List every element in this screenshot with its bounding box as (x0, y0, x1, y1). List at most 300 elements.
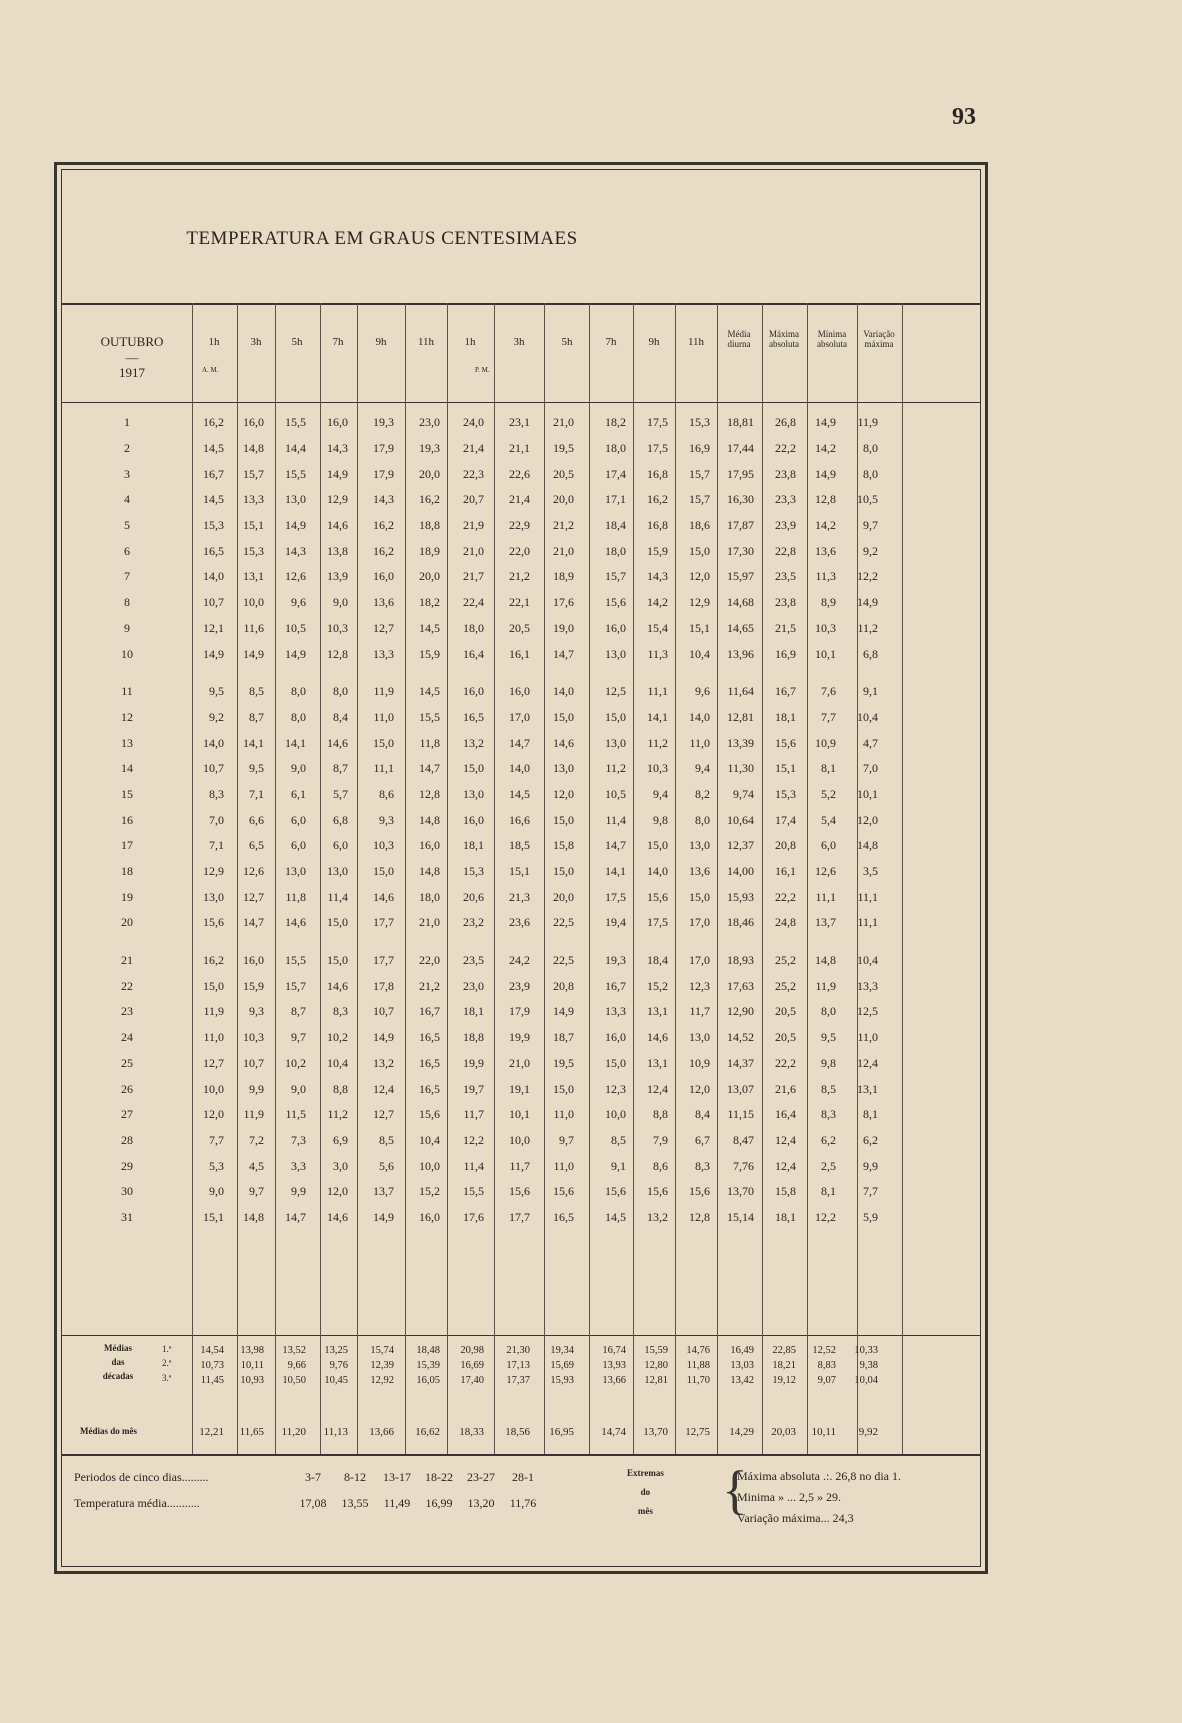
value-cell: 15,0 (373, 735, 394, 750)
table-row (62, 948, 878, 974)
value-cell: 7,0 (209, 812, 224, 827)
value-cell: 10,1 (815, 646, 836, 661)
value-cell: 6,8 (333, 812, 348, 827)
value-cell: 13,07 (727, 1081, 754, 1096)
value-cell: 6,6 (249, 812, 264, 827)
value-cell: 19,0 (553, 620, 574, 635)
value-cell: 18,81 (727, 415, 754, 430)
value-cell: 9,5 (249, 761, 264, 776)
value-cell: 12,81 (727, 709, 754, 724)
value-cell: 9,6 (695, 684, 710, 699)
value-cell: 14,3 (285, 543, 306, 558)
value-cell: 5,7 (333, 786, 348, 801)
value-cell: 18,4 (647, 953, 668, 968)
value-cell: 11,4 (605, 812, 626, 827)
table-row (62, 564, 878, 590)
value-cell: 16,1 (509, 646, 530, 661)
value-cell: 16,0 (509, 684, 530, 699)
column-header: 3h (250, 336, 262, 348)
table-row (62, 833, 878, 859)
value-cell: 17,44 (727, 441, 754, 456)
value-cell: 9,8 (821, 1055, 836, 1070)
value-cell: 14,0 (647, 864, 668, 879)
value-cell: 14,2 (815, 441, 836, 456)
value-cell: 12,21 (199, 1426, 224, 1438)
value-cell: 10,2 (327, 1030, 348, 1045)
value-cell: 12,8 (689, 1209, 710, 1224)
value-cell: 13,0 (553, 761, 574, 776)
value-cell: 16,6 (509, 812, 530, 827)
value-cell: 13,25 (324, 1345, 348, 1356)
value-cell: 25,2 (775, 953, 796, 968)
value-cell: 18,1 (775, 1209, 796, 1224)
value-cell: 14,00 (727, 864, 754, 879)
value-cell: 23,9 (509, 978, 530, 993)
value-cell: 17,13 (506, 1360, 530, 1371)
value-cell: 10,1 (509, 1107, 530, 1122)
value-cell: 12,4 (775, 1158, 796, 1173)
value-cell: 14,9 (815, 415, 836, 430)
value-cell: 9,2 (863, 543, 878, 558)
value-cell: 13,0 (689, 838, 710, 853)
value-cell: 15,3 (775, 786, 796, 801)
decade-numbers: 1.ª 2.ª 3.ª (162, 1344, 172, 1383)
value-cell: 21,0 (509, 1055, 530, 1070)
value-cell: 20,0 (553, 889, 574, 904)
value-cell: 15,9 (243, 978, 264, 993)
value-cell: 17,0 (689, 915, 710, 930)
value-cell: 5,6 (379, 1158, 394, 1173)
value-cell: 15,0 (327, 915, 348, 930)
value-cell: 14,8 (243, 441, 264, 456)
value-cell: 18,0 (419, 889, 440, 904)
day-cell: 1 (124, 415, 130, 430)
value-cell: 20,8 (553, 978, 574, 993)
value-cell: 18,1 (463, 1004, 484, 1019)
value-cell: 7,0 (863, 761, 878, 776)
value-cell: 23,8 (775, 595, 796, 610)
value-cell: 14,5 (419, 684, 440, 699)
value-cell: 14,1 (647, 709, 668, 724)
value-cell: 16,7 (605, 978, 626, 993)
value-cell: 22,0 (509, 543, 530, 558)
value-cell: 18,5 (509, 838, 530, 853)
value-cell: 17,1 (605, 492, 626, 507)
value-cell: 15,9 (419, 646, 440, 661)
value-cell: 11,0 (857, 1030, 878, 1045)
value-cell: 22,5 (553, 915, 574, 930)
value-cell: 16,74 (602, 1345, 626, 1356)
value-cell: 10,11 (811, 1426, 836, 1438)
value-cell: 22,3 (463, 466, 484, 481)
day-cell: 7 (124, 569, 130, 584)
temp-values: 17,08 13,55 11,49 16,99 13,20 11,76 (299, 1496, 537, 1510)
value-cell: 10,3 (647, 761, 668, 776)
table-row (62, 1076, 878, 1102)
table-row (62, 461, 878, 487)
value-cell: 10,93 (240, 1375, 264, 1386)
means-row (62, 1358, 878, 1373)
column-header: Máxima absoluta (769, 329, 799, 349)
value-cell: 12,4 (857, 1055, 878, 1070)
value-cell: 15,7 (285, 978, 306, 993)
means-rule (62, 1335, 980, 1336)
value-cell: 16,0 (327, 415, 348, 430)
value-cell: 16,7 (419, 1004, 440, 1019)
value-cell: 20,8 (775, 838, 796, 853)
value-cell: 8,0 (821, 1004, 836, 1019)
value-cell: 15,0 (689, 889, 710, 904)
value-cell: 12,0 (689, 569, 710, 584)
value-cell: 8,0 (695, 812, 710, 827)
value-cell: 17,87 (727, 518, 754, 533)
value-cell: 7,9 (653, 1132, 668, 1147)
value-cell: 17,0 (509, 709, 530, 724)
value-cell: 19,9 (509, 1030, 530, 1045)
value-cell: 18,7 (553, 1030, 574, 1045)
value-cell: 15,6 (775, 735, 796, 750)
day-cell: 4 (124, 492, 130, 507)
value-cell: 14,9 (203, 646, 224, 661)
day-cell: 27 (121, 1107, 133, 1122)
value-cell: 16,0 (373, 569, 394, 584)
value-cell: 16,2 (373, 518, 394, 533)
table-row (62, 782, 878, 808)
value-cell: 12,6 (243, 864, 264, 879)
value-cell: 13,3 (243, 492, 264, 507)
value-cell: 10,50 (282, 1375, 306, 1386)
day-cell: 10 (121, 646, 133, 661)
value-cell: 10,04 (854, 1375, 878, 1386)
value-cell: 15,3 (463, 864, 484, 879)
value-cell: 9,7 (291, 1030, 306, 1045)
table-row (62, 641, 878, 667)
column-header: 1h (464, 336, 476, 348)
value-cell: 11,3 (815, 569, 836, 584)
value-cell: 14,9 (857, 595, 878, 610)
value-cell: 11,1 (857, 915, 878, 930)
value-cell: 12,0 (327, 1184, 348, 1199)
value-cell: 17,9 (509, 1004, 530, 1019)
value-cell: 8,0 (291, 709, 306, 724)
value-cell: 14,0 (203, 735, 224, 750)
value-cell: 8,1 (821, 1184, 836, 1199)
value-cell: 11,9 (373, 684, 394, 699)
value-cell: 9,38 (859, 1360, 878, 1371)
value-cell: 11,0 (553, 1158, 574, 1173)
value-cell: 10,3 (373, 838, 394, 853)
value-cell: 14,6 (327, 1209, 348, 1224)
am-label: A. M. (202, 366, 219, 374)
day-cell: 2 (124, 441, 130, 456)
value-cell: 14,5 (605, 1209, 626, 1224)
table-row (62, 679, 878, 705)
value-cell: 21,30 (506, 1345, 530, 1356)
value-cell: 7,2 (249, 1132, 264, 1147)
value-cell: 11,0 (689, 735, 710, 750)
value-cell: 15,5 (285, 415, 306, 430)
value-cell: 18,0 (605, 543, 626, 558)
value-cell: 17,5 (647, 915, 668, 930)
value-cell: 18,1 (463, 838, 484, 853)
value-cell: 10,9 (689, 1055, 710, 1070)
value-cell: 20,7 (463, 492, 484, 507)
value-cell: 9,0 (209, 1184, 224, 1199)
value-cell: 22,0 (419, 953, 440, 968)
value-cell: 22,6 (509, 466, 530, 481)
value-cell: 15,0 (463, 761, 484, 776)
value-cell: 16,2 (647, 492, 668, 507)
value-cell: 15,4 (647, 620, 668, 635)
value-cell: 12,6 (815, 864, 836, 879)
value-cell: 15,3 (689, 415, 710, 430)
month-mean-table (62, 1424, 878, 1440)
value-cell: 14,8 (815, 953, 836, 968)
value-cell: 14,8 (857, 838, 878, 853)
value-cell: 16,8 (647, 466, 668, 481)
value-cell: 7,1 (249, 786, 264, 801)
value-cell: 11,9 (857, 415, 878, 430)
value-cell: 15,0 (203, 978, 224, 993)
value-cell: 10,0 (243, 595, 264, 610)
value-cell: 8,0 (291, 684, 306, 699)
table-row (62, 807, 878, 833)
value-cell: 10,5 (605, 786, 626, 801)
day-cell (62, 1358, 192, 1373)
column-header: 7h (605, 336, 617, 348)
value-cell: 13,66 (369, 1426, 394, 1438)
value-cell: 12,2 (463, 1132, 484, 1147)
day-cell: 24 (121, 1030, 133, 1045)
value-cell: 23,2 (463, 915, 484, 930)
value-cell: 11,88 (686, 1360, 710, 1371)
value-cell: 13,39 (727, 735, 754, 750)
value-cell: 15,1 (243, 518, 264, 533)
value-cell: 14,5 (203, 492, 224, 507)
value-cell: 23,1 (509, 415, 530, 430)
value-cell: 5,3 (209, 1158, 224, 1173)
value-cell: 11,2 (647, 735, 668, 750)
table-row (62, 884, 878, 910)
value-cell: 20,5 (775, 1004, 796, 1019)
value-cell: 11,5 (285, 1107, 306, 1122)
day-cell: 29 (121, 1158, 133, 1173)
value-cell: 14,9 (285, 646, 306, 661)
value-cell: 20,5 (509, 620, 530, 635)
value-cell: 10,64 (727, 812, 754, 827)
value-cell: 11,6 (243, 620, 264, 635)
value-cell: 19,5 (553, 441, 574, 456)
table-row (62, 1205, 878, 1231)
value-cell: 12,5 (605, 684, 626, 699)
value-cell: 12,8 (815, 492, 836, 507)
bottom-rule (62, 1454, 980, 1456)
value-cell: 15,39 (416, 1360, 440, 1371)
column-header: 9h (375, 336, 387, 348)
value-cell: 7,7 (209, 1132, 224, 1147)
column-header: 3h (513, 336, 525, 348)
value-cell: 18,21 (772, 1360, 796, 1371)
value-cell: 16,0 (463, 812, 484, 827)
extremes-list: Máxima absoluta .:. 26,8 no dia 1. Minima » ... 2,5 » 29. Variação máxima... 24,3 (737, 1469, 901, 1525)
value-cell: 9,5 (821, 1030, 836, 1045)
value-cell: 8,8 (333, 1081, 348, 1096)
value-cell: 16,1 (775, 864, 796, 879)
value-cell: 12,3 (689, 978, 710, 993)
table-row (62, 616, 878, 642)
value-cell: 14,6 (373, 889, 394, 904)
value-cell: 10,5 (285, 620, 306, 635)
value-cell: 17,5 (647, 441, 668, 456)
value-cell: 13,0 (203, 889, 224, 904)
value-cell: 17,63 (727, 978, 754, 993)
value-cell: 21,3 (509, 889, 530, 904)
value-cell: 8,1 (863, 1107, 878, 1122)
table-row (62, 487, 878, 513)
value-cell: 21,0 (419, 915, 440, 930)
value-cell: 21,0 (463, 543, 484, 558)
value-cell: 23,5 (775, 569, 796, 584)
value-cell: 15,7 (605, 569, 626, 584)
value-cell: 8,7 (291, 1004, 306, 1019)
value-cell: 14,3 (327, 441, 348, 456)
value-cell: 9,0 (291, 1081, 306, 1096)
value-cell: 3,5 (863, 864, 878, 879)
table-row (62, 973, 878, 999)
column-header: 1h (208, 336, 220, 348)
value-cell: 13,6 (815, 543, 836, 558)
value-cell: 15,2 (419, 1184, 440, 1199)
value-cell: 7,3 (291, 1132, 306, 1147)
value-cell: 5,9 (863, 1209, 878, 1224)
value-cell: 15,3 (243, 543, 264, 558)
value-cell: 17,40 (460, 1375, 484, 1386)
value-cell: 14,7 (509, 735, 530, 750)
day-cell: 22 (121, 978, 133, 993)
value-cell: 14,65 (727, 620, 754, 635)
table-row (62, 1051, 878, 1077)
value-cell: 20,5 (553, 466, 574, 481)
value-cell: 14,8 (419, 864, 440, 879)
value-cell: 12,39 (370, 1360, 394, 1371)
column-header: Variação máxima (863, 329, 895, 349)
value-cell: 13,0 (689, 1030, 710, 1045)
value-cell: 14,9 (285, 518, 306, 533)
day-cell: 26 (121, 1081, 133, 1096)
value-cell: 16,8 (647, 518, 668, 533)
column-header: 5h (561, 336, 573, 348)
value-cell: 17,6 (463, 1209, 484, 1224)
value-cell: 10,0 (509, 1132, 530, 1147)
value-cell: 13,1 (243, 569, 264, 584)
value-cell: 17,8 (373, 978, 394, 993)
value-cell: 6,7 (695, 1132, 710, 1147)
value-cell: 15,7 (689, 492, 710, 507)
value-cell: 11,13 (323, 1426, 348, 1438)
value-cell: 5,2 (821, 786, 836, 801)
month-mean-label: Médias do mês (80, 1426, 137, 1436)
value-cell: 15,5 (285, 466, 306, 481)
value-cell: 15,1 (509, 864, 530, 879)
value-cell: 9,2 (209, 709, 224, 724)
value-cell: 12,3 (605, 1081, 626, 1096)
value-cell: 16,05 (416, 1375, 440, 1386)
value-cell: 24,8 (775, 915, 796, 930)
value-cell: 20,03 (771, 1426, 796, 1438)
value-cell: 17,5 (605, 889, 626, 904)
value-cell: 18,48 (416, 1345, 440, 1356)
value-cell: 9,66 (287, 1360, 306, 1371)
value-cell: 17,37 (506, 1375, 530, 1386)
value-cell: 10,4 (419, 1132, 440, 1147)
value-cell: 3,3 (291, 1158, 306, 1173)
body-rule (62, 402, 980, 403)
value-cell: 7,6 (821, 684, 836, 699)
value-cell: 15,6 (419, 1107, 440, 1122)
table-title: TEMPERATURA EM GRAUS CENTESIMAES (186, 228, 578, 249)
column-header: 5h (291, 336, 303, 348)
value-cell: 9,0 (333, 595, 348, 610)
value-cell: 8,6 (379, 786, 394, 801)
value-cell: 15,6 (509, 1184, 530, 1199)
value-cell: 17,7 (373, 915, 394, 930)
value-cell: 13,1 (857, 1081, 878, 1096)
value-cell: 15,97 (727, 569, 754, 584)
value-cell: 15,1 (203, 1209, 224, 1224)
value-cell: 19,12 (772, 1375, 796, 1386)
value-cell: 14,9 (243, 646, 264, 661)
value-cell: 13,96 (727, 646, 754, 661)
value-cell: 11,9 (243, 1107, 264, 1122)
value-cell: 12,5 (857, 1004, 878, 1019)
value-cell: 11,0 (203, 1030, 224, 1045)
value-cell: 16,4 (775, 1107, 796, 1122)
row-gap (62, 936, 878, 948)
value-cell: 17,9 (373, 466, 394, 481)
value-cell: 13,3 (857, 978, 878, 993)
value-cell: 14,1 (243, 735, 264, 750)
value-cell: 10,3 (815, 620, 836, 635)
value-cell: 15,93 (727, 889, 754, 904)
value-cell: 12,9 (327, 492, 348, 507)
value-cell: 8,3 (695, 1158, 710, 1173)
value-cell: 19,1 (509, 1081, 530, 1096)
value-cell: 15,7 (243, 466, 264, 481)
value-cell: 11,64 (727, 684, 754, 699)
value-cell: 12,90 (727, 1004, 754, 1019)
value-cell: 11,1 (857, 889, 878, 904)
value-cell: 6,0 (291, 838, 306, 853)
decade-means-table (62, 1343, 878, 1388)
value-cell: 8,6 (653, 1158, 668, 1173)
value-cell: 24,0 (463, 415, 484, 430)
value-cell: 18,9 (553, 569, 574, 584)
value-cell: 13,98 (240, 1345, 264, 1356)
value-cell: 16,5 (463, 709, 484, 724)
value-cell: 18,0 (605, 441, 626, 456)
value-cell: 14,9 (373, 1030, 394, 1045)
value-cell: 6,1 (291, 786, 306, 801)
value-cell: 9,4 (653, 786, 668, 801)
value-cell: 15,0 (553, 864, 574, 879)
day-cell: 8 (124, 595, 130, 610)
value-cell: 6,0 (821, 838, 836, 853)
value-cell: 16,2 (203, 953, 224, 968)
value-cell: 18,9 (419, 543, 440, 558)
value-cell: 12,2 (815, 1209, 836, 1224)
value-cell: 11,70 (686, 1375, 710, 1386)
value-cell: 15,0 (647, 838, 668, 853)
